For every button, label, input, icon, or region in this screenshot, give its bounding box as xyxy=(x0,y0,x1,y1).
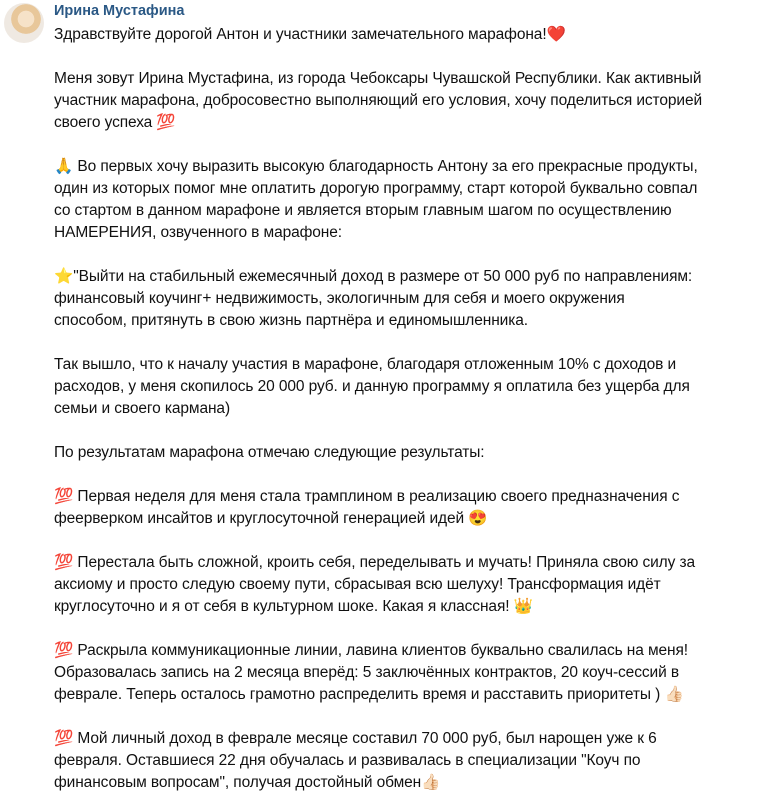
post-text-line: Меня зовут Ирина Мустафина, из города Чебоксары Чувашской Республики. Как активный xyxy=(54,70,702,87)
post-paragraph xyxy=(54,486,702,530)
post-text-line: семьи и своего кармана) xyxy=(54,400,231,417)
post-text-line: Так вышло, что к началу участия в марафоне, благодаря отложенным 10% с доходов и xyxy=(54,356,677,373)
post-paragraph xyxy=(54,156,702,244)
post-paragraph xyxy=(54,552,702,618)
post-text-line: По результатам марафона отмечаю следующие результаты: xyxy=(54,444,485,461)
post-text-line: финансовым вопросам", получая достойный обмен👍🏻 xyxy=(54,774,441,791)
post-text-line: Здравствуйте дорогой Антон и участники замечательного марафона!❤️ xyxy=(54,26,566,43)
post-text-line: феерверком инсайтов и круглосуточной генерацией идей 😍 xyxy=(54,510,488,527)
post-text-line: 🙏 Во первых хочу выразить высокую благодарность Антону за его прекрасные продукты, xyxy=(54,158,698,175)
post-text-line: круглосуточно и я от себя в культурном шоке. Какая я классная! 👑 xyxy=(54,598,533,615)
post-text-line: финансовый коучинг+ недвижимость, экологичным для себя и моего окружения xyxy=(54,290,625,307)
post-text-line: 💯 Перестала быть сложной, кроить себя, переделывать и мучать! Приняла свою силу за xyxy=(54,554,696,571)
post-text-line: ⭐"Выйти на стабильный ежемесячный доход в размере от 50 000 руб по направлениям: xyxy=(54,268,693,285)
post-text-line: своего успеха 💯 xyxy=(54,114,176,131)
post-text-line: аксиому и просто следую своему пути, сбрасывая всю шелуху! Трансформация идёт xyxy=(54,576,661,593)
post-text-line: 💯 Раскрыла коммуникационные линии, лавина клиентов буквально свалилась на меня! xyxy=(54,642,688,659)
post-text-line: участник марафона, добросовестно выполняющий его условия, хочу поделиться историей xyxy=(54,92,703,109)
post-paragraph xyxy=(54,68,702,134)
author-name-link[interactable]: Ирина Мустафина xyxy=(54,3,185,19)
post-paragraph xyxy=(54,640,702,706)
post-text-line: НАМЕРЕНИЯ, озвученного в марафоне: xyxy=(54,224,342,241)
post-text-line: со стартом в данном марафоне и является вторым главным шагом по осуществлению xyxy=(54,202,672,219)
post-paragraph xyxy=(54,354,702,420)
post-paragraph xyxy=(54,266,702,332)
post-paragraph xyxy=(54,24,702,46)
post-text-line: феврале. Теперь осталось грамотно распределить время и расставить приоритеты ) 👍🏻 xyxy=(54,686,684,703)
post-text-line: расходов, у меня скопилось 20 000 руб. и данную программу я оплатила без ущерба для xyxy=(54,378,690,395)
avatar[interactable] xyxy=(4,3,44,43)
post-text xyxy=(54,24,702,794)
post-paragraph xyxy=(54,728,702,794)
post-paragraph xyxy=(54,442,702,464)
post-text-line: Образовалась запись на 2 месяца вперёд: 5 заключённых контрактов, 20 коуч-сессий в xyxy=(54,664,679,681)
post-text-line: февраля. Оставшиеся 22 дня обучалась и развивалась в специализации "Коуч по xyxy=(54,752,641,769)
post-text-line: 💯 Мой личный доход в феврале месяце составил 70 000 руб, был нарощен уже к 6 xyxy=(54,730,657,747)
post-text-line: 💯 Первая неделя для меня стала трамплином в реализацию своего предназначения с xyxy=(54,488,680,505)
post-text-line: один из которых помог мне оплатить дорогую программу, старт которой буквально совпал xyxy=(54,180,698,197)
post-text-line: способом, притянуть в свою жизнь партнёра и единомышленника. xyxy=(54,312,528,329)
